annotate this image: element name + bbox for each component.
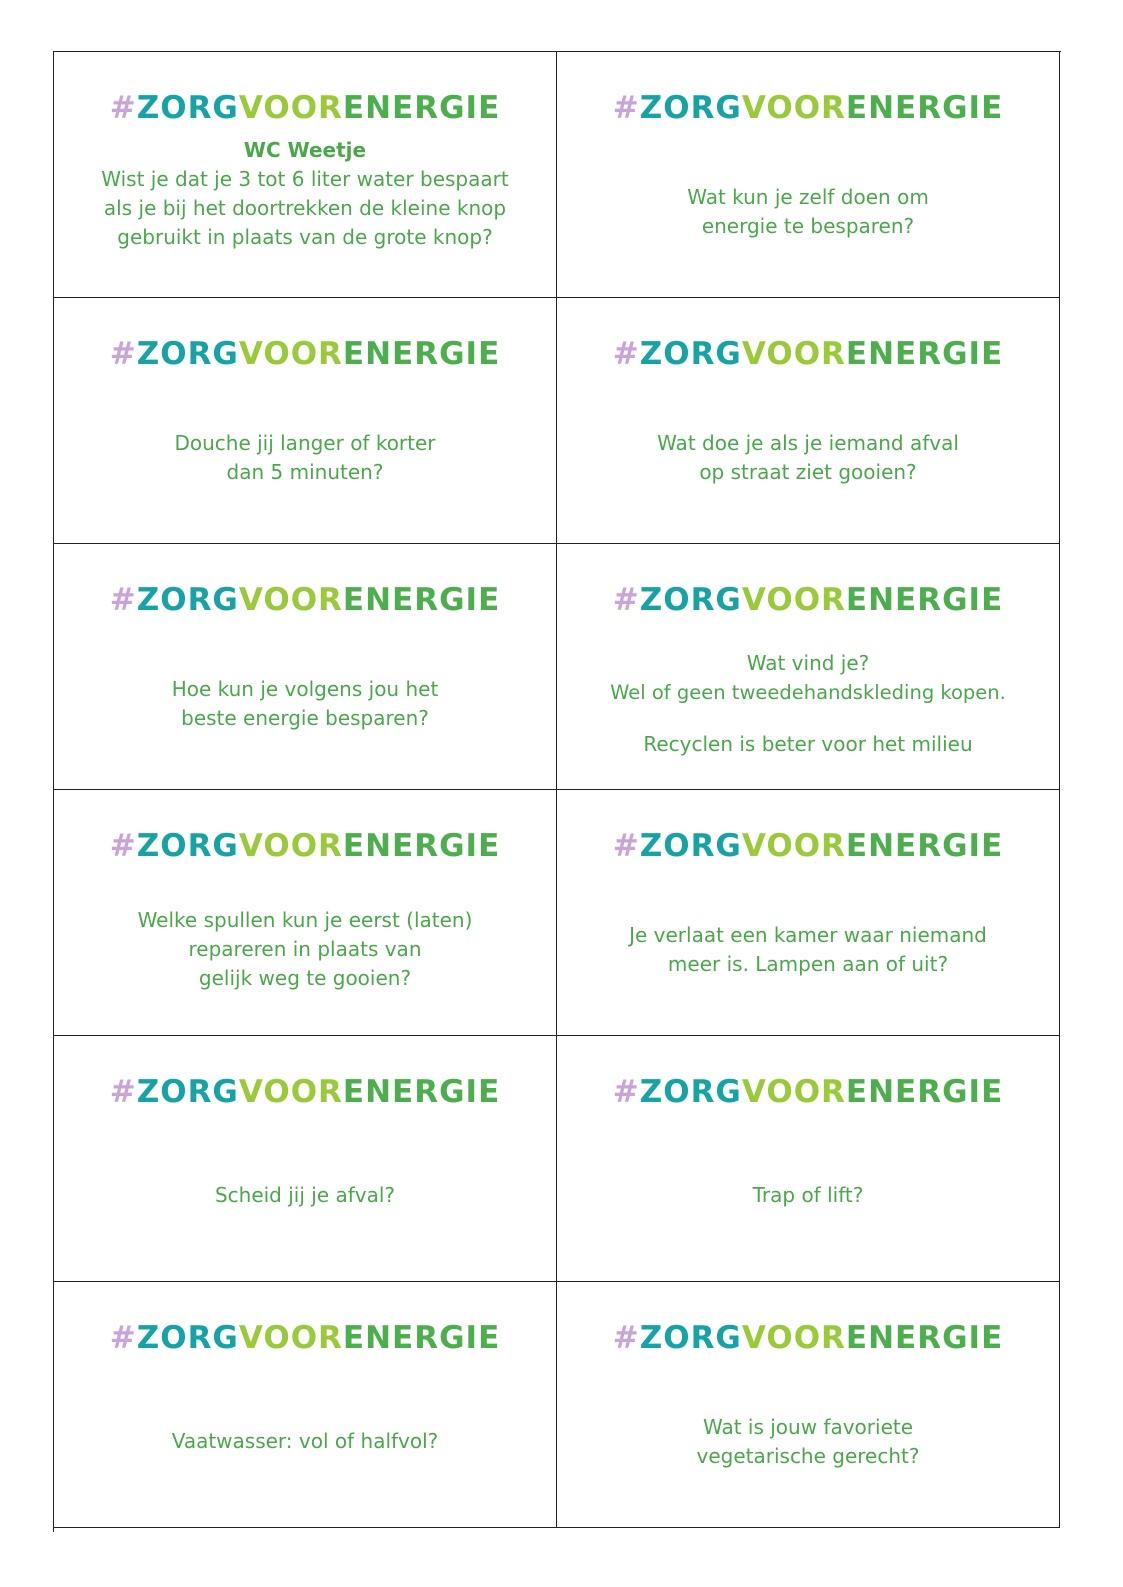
hashtag-logo: #ZORGVOORENERGIE [109, 90, 501, 126]
card-line: Vaatwasser: vol of halfvol? [171, 1429, 439, 1453]
card-6 [557, 544, 1060, 790]
card-4 [557, 298, 1060, 544]
card-line: dan 5 minuten? [226, 459, 384, 484]
hashtag-logo: #ZORGVOORENERGIE [612, 1074, 1004, 1110]
hashtag-logo: #ZORGVOORENERGIE [612, 336, 1004, 372]
card-line: vegetarische gerecht? [696, 1443, 920, 1468]
card-text [567, 628, 1049, 779]
hashtag-logo: #ZORGVOORENERGIE [109, 336, 501, 372]
card-line: Wel of geen tweedehandskleding kopen. [610, 680, 1006, 704]
card-line: Welke spullen kun je eerst (laten) [137, 908, 473, 932]
card-title: WC Weetje [243, 138, 367, 162]
card-line: gebruikt in plaats van de grote knop? [117, 225, 493, 249]
hashtag-logo: #ZORGVOORENERGIE [612, 1320, 1004, 1356]
hashtag-logo: #ZORGVOORENERGIE [109, 582, 501, 618]
card-line: Wist je dat je 3 tot 6 liter water bespaart [101, 167, 509, 191]
card-line: Recyclen is beter voor het milieu [643, 731, 973, 756]
card-line: Wat is jouw favoriete [702, 1414, 914, 1439]
hashtag-logo: #ZORGVOORENERGIE [109, 1074, 501, 1110]
card-line: Je verlaat een kamer waar niemand [629, 922, 987, 947]
card-10 [557, 1036, 1060, 1282]
card-line: meer is. Lampen aan of uit? [667, 951, 949, 976]
card-line: Wat doe je als je iemand afval [657, 430, 959, 455]
hashtag-logo: #ZORGVOORENERGIE [612, 582, 1004, 618]
card-line: gelijk weg te gooien? [198, 966, 412, 990]
card-3 [54, 298, 557, 544]
card-5 [54, 544, 557, 790]
card-text [567, 874, 1049, 1025]
card-line: beste energie besparen? [181, 705, 429, 730]
card-line: Douche jij langer of korter [174, 430, 436, 455]
card-8 [557, 790, 1060, 1036]
card-text [567, 382, 1049, 533]
card-line: energie te besparen? [701, 213, 915, 238]
card-line: Wat kun je zelf doen om [687, 184, 929, 209]
card-text [64, 1366, 546, 1517]
card-line: op straat ziet gooien? [699, 459, 917, 484]
card-12 [557, 1282, 1060, 1528]
card-text [567, 136, 1049, 287]
card-9 [54, 1036, 557, 1282]
card-1 [54, 52, 557, 298]
card-11 [54, 1282, 557, 1528]
card-line: Trap of lift? [752, 1183, 864, 1207]
hashtag-logo: #ZORGVOORENERGIE [612, 828, 1004, 864]
card-text [64, 136, 546, 287]
card-text [64, 628, 546, 779]
hashtag-logo: #ZORGVOORENERGIE [109, 1320, 501, 1356]
card-line: als je bij het doortrekken de kleine knop [103, 196, 507, 220]
card-line: Wat vind je? [746, 650, 870, 675]
card-line: repareren in plaats van [188, 937, 422, 961]
card-line: Hoe kun je volgens jou het [171, 676, 439, 701]
card-text [64, 382, 546, 533]
card-7 [54, 790, 557, 1036]
hashtag-logo: #ZORGVOORENERGIE [612, 90, 1004, 126]
card-text [64, 874, 546, 1025]
card-text [567, 1366, 1049, 1517]
card-2 [557, 52, 1060, 298]
card-text [567, 1120, 1049, 1271]
card-text [64, 1120, 546, 1271]
card-line: Scheid jij je afval? [214, 1183, 396, 1207]
hashtag-logo: #ZORGVOORENERGIE [109, 828, 501, 864]
card-sheet [53, 51, 1061, 1532]
